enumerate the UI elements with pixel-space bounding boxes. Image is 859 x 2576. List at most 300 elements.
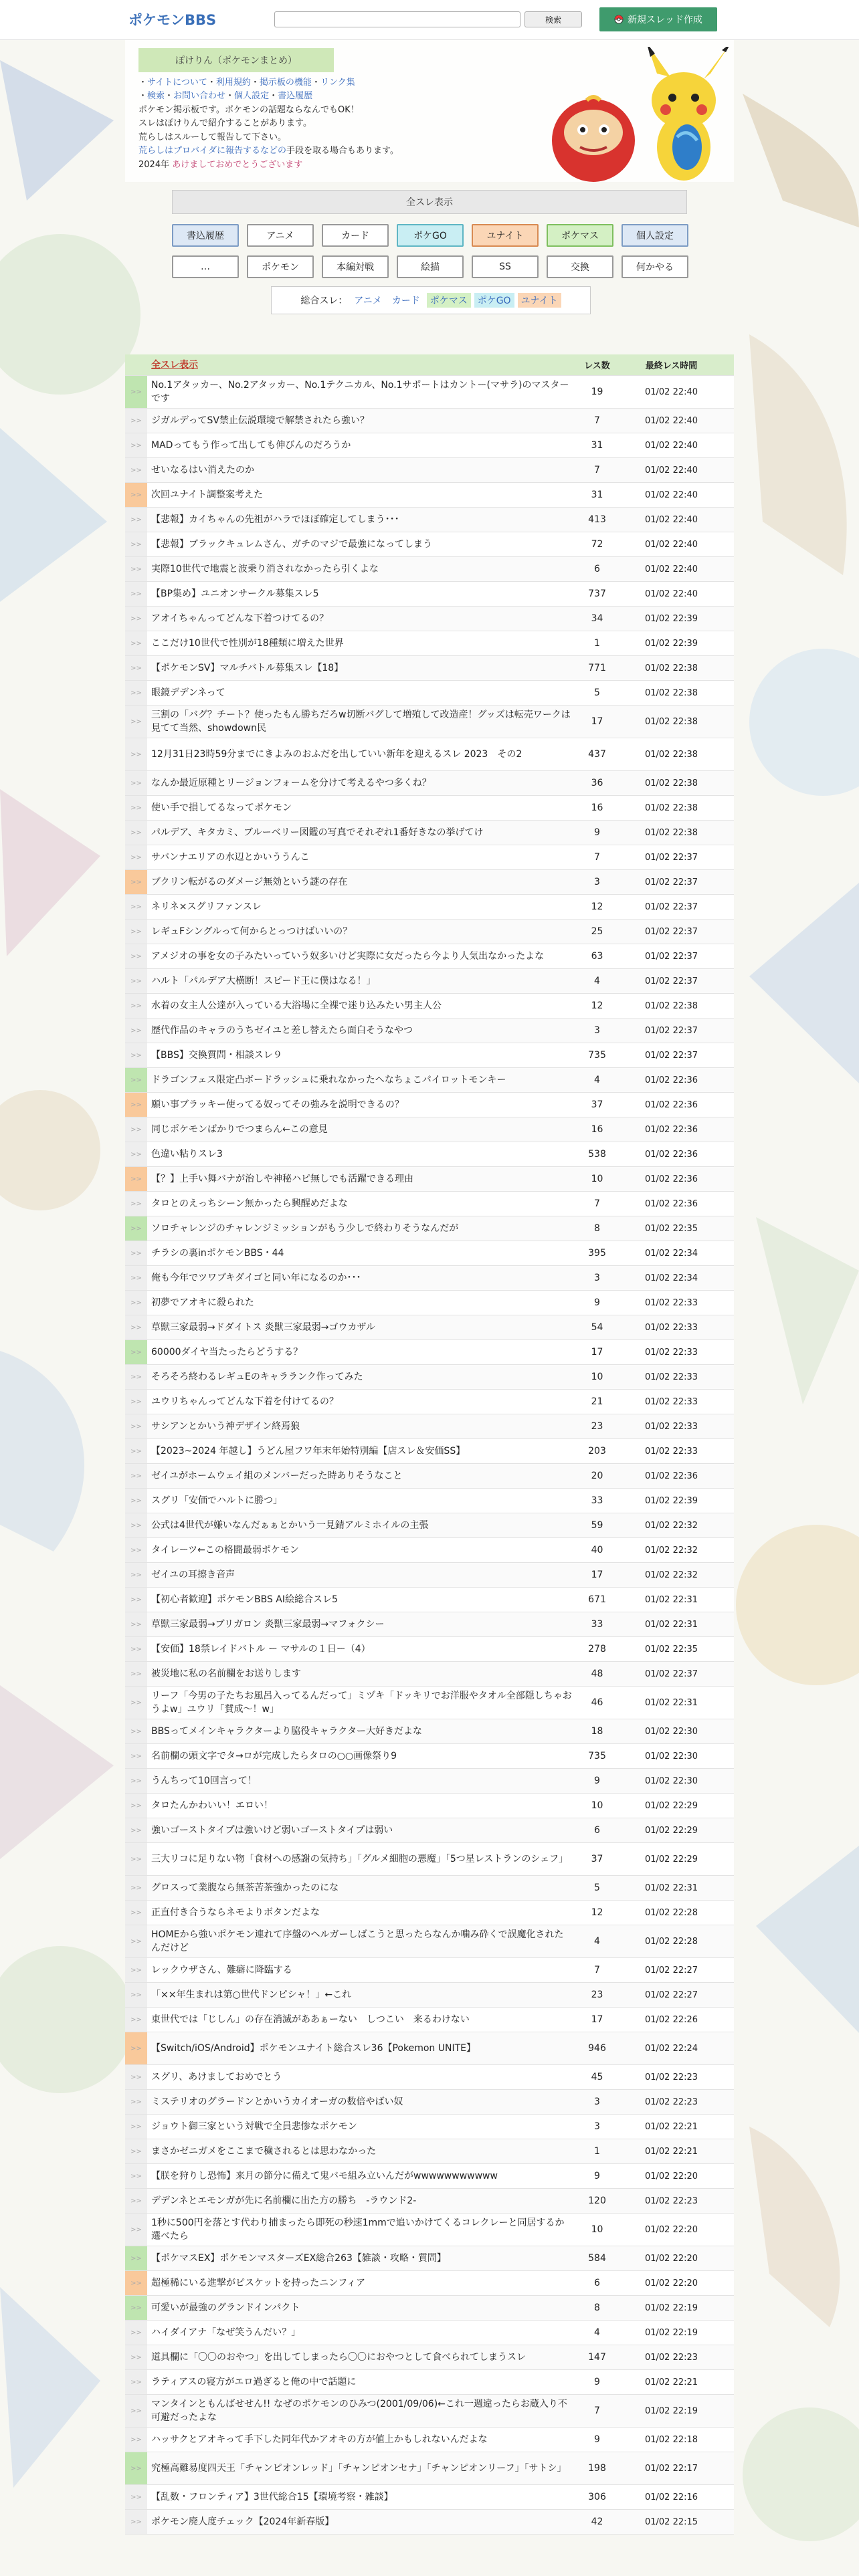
res-count: 3 xyxy=(594,2097,600,2107)
table-row[interactable] xyxy=(125,1662,734,1687)
table-row[interactable] xyxy=(125,2008,734,2032)
last-res-time: 01/02 22:37 xyxy=(644,976,698,986)
table-row[interactable] xyxy=(125,1365,734,1390)
res-count: 6 xyxy=(594,564,600,574)
link-history[interactable]: 書込履歴 xyxy=(278,91,313,101)
intro-text-4-rest: 手段を取る場合もあります。 xyxy=(286,146,399,156)
row-marker-icon: >> xyxy=(125,1390,147,1414)
thread-title[interactable]: 【悲報】ブラックキュレムさん、ガチのマジで最強になってしまう xyxy=(151,539,432,550)
last-res-time: 01/02 22:23 xyxy=(644,2097,698,2107)
cat-btn-10[interactable]: 絵描 xyxy=(397,255,464,278)
table-row[interactable] xyxy=(125,1513,734,1538)
last-res-time: 01/02 22:37 xyxy=(644,877,698,887)
last-res-time: 01/02 22:29 xyxy=(644,1854,698,1864)
cat-btn-8[interactable]: ポケモン xyxy=(247,255,314,278)
row-marker-icon: >> xyxy=(125,1464,147,1488)
row-marker-icon: >> xyxy=(125,2246,147,2270)
row-marker-icon: >> xyxy=(125,1192,147,1216)
row-marker-icon: >> xyxy=(125,1241,147,1265)
thread-title[interactable]: ユウリちゃんってどんな下着を付けてるの？ xyxy=(151,1396,339,1407)
table-row[interactable] xyxy=(125,1719,734,1744)
table-row[interactable] xyxy=(125,2090,734,2115)
last-res-time: 01/02 22:31 xyxy=(644,1883,698,1893)
thread-title[interactable]: なんか最近原種とリージョンフォームを分けて考えるやつ多くね？ xyxy=(151,778,432,788)
res-count: 46 xyxy=(591,1697,603,1708)
last-res-time: 01/02 22:33 xyxy=(644,1322,698,1333)
thread-title[interactable]: チラシの裏inポケモンBBS・44 xyxy=(151,1248,284,1259)
thread-title[interactable]: 色違い粘りスレ3 xyxy=(151,1149,223,1160)
cat-btn-6[interactable]: 個人設定 xyxy=(622,224,688,247)
last-res-time: 01/02 22:32 xyxy=(644,1545,698,1555)
thread-title[interactable]: せいなるはい消えたのか xyxy=(151,465,254,475)
res-count: 1 xyxy=(594,638,600,649)
res-count: 9 xyxy=(594,1776,600,1786)
table-row[interactable] xyxy=(125,2296,734,2321)
sogo-tag-1[interactable]: カード xyxy=(389,293,423,308)
thread-title[interactable]: 究極高難易度四天王「チャンピオンレッド」「チャンピオンセナ」「チャンピオンリーフ」「サトシ」 xyxy=(151,2463,567,2474)
cat-btn-2[interactable]: カード xyxy=(322,224,389,247)
last-res-time: 01/02 22:28 xyxy=(644,1907,698,1918)
thread-title[interactable]: 「××年生まれは第○世代ドンピシャ！」←これ xyxy=(151,1990,352,2000)
sogo-tag-3[interactable]: ポケGO xyxy=(474,293,514,308)
res-count: 17 xyxy=(591,716,603,727)
thread-title[interactable]: 【？】上手い舞バナが治しや神秘ハピ無しでも活躍できる理由 xyxy=(151,1174,413,1184)
table-row[interactable] xyxy=(125,483,734,508)
thread-title[interactable]: リーフ「今男の子たちお風呂入ってるんだって」ミヅキ「ドッキリでお洋服やタオル全部隠しちゃおうよw」ユウリ「賛成〜！w」 xyxy=(151,1691,572,1715)
thread-title[interactable]: 草獣三家最弱→ドダイトス 炎獣三家最弱→ゴウカザル xyxy=(151,1322,375,1333)
thread-title[interactable]: そろそろ終わるレギュEのキャラランク作ってみた xyxy=(151,1372,363,1382)
last-res-time: 01/02 22:30 xyxy=(644,1751,698,1761)
table-row[interactable] xyxy=(125,1216,734,1241)
cat-btn-13[interactable]: 何かやる xyxy=(622,255,688,278)
thread-title[interactable]: 【BBS】交換質問・相談スレ９ xyxy=(151,1050,282,1061)
general-threads-bar xyxy=(271,286,591,314)
res-count: 198 xyxy=(588,2463,606,2474)
row-marker-icon: >> xyxy=(125,2428,147,2452)
intro-title[interactable]: ぽけりん（ポケモンまとめ） xyxy=(138,48,334,72)
table-row[interactable] xyxy=(125,1538,734,1563)
thread-title[interactable]: 60000ダイヤ当たったらどうする？ xyxy=(151,1347,303,1358)
thread-title[interactable]: 【ポケマスEX】ポケモンマスターズEX総合263【雑談・攻略・質問】 xyxy=(151,2253,446,2264)
thread-title[interactable]: ラティアスの寝方がエロ過ぎると俺の中で話題に xyxy=(151,2377,357,2387)
site-header xyxy=(0,0,859,40)
thread-title[interactable]: 草獣三家最弱→ブリガロン 炎獣三家最弱→マフォクシー xyxy=(151,1619,385,1630)
table-row[interactable] xyxy=(125,2428,734,2452)
table-row[interactable] xyxy=(125,681,734,706)
thread-title[interactable]: HOMEから強いポケモン連れて序盤のヘルガーしばこうと思ったらなんか噛み砕くで誤魔化されたんだけど xyxy=(151,1929,564,1953)
res-count: 413 xyxy=(588,514,606,525)
cat-btn-9[interactable]: 本編対戦 xyxy=(322,255,389,278)
sogo-tag-4[interactable]: ユナイト xyxy=(518,293,561,308)
last-res-time: 01/02 22:27 xyxy=(644,1990,698,2000)
thread-title[interactable]: 12月31日23時59分までにきよみのおふだを出していい新年を迎えるスレ 2023 その2 xyxy=(151,749,522,760)
table-row[interactable] xyxy=(125,1142,734,1167)
thread-title[interactable]: 俺も今年でツワブキダイゴと同い年になるのか･･･ xyxy=(151,1273,361,1283)
thread-title[interactable]: 【Switch/iOS/Android】ポケモンユナイト総合スレ36【Pokemon UNITE】 xyxy=(151,2043,476,2054)
table-row[interactable] xyxy=(125,582,734,607)
table-row[interactable] xyxy=(125,376,734,409)
last-res-time: 01/02 22:28 xyxy=(644,1936,698,1947)
table-row[interactable] xyxy=(125,706,734,738)
last-res-time: 01/02 22:33 xyxy=(644,1372,698,1382)
table-row[interactable] xyxy=(125,508,734,532)
table-row[interactable] xyxy=(125,1983,734,2008)
last-res-time: 01/02 22:40 xyxy=(644,588,698,599)
thread-title[interactable]: 可愛いが最強のグランドインパクト xyxy=(151,2302,300,2313)
row-marker-icon: >> xyxy=(125,1983,147,2007)
res-count: 4 xyxy=(594,1936,600,1947)
res-count: 4 xyxy=(594,1075,600,1085)
table-row[interactable] xyxy=(125,2189,734,2214)
table-row[interactable] xyxy=(125,458,734,483)
thread-title[interactable]: 名前欄の頭文字でタ→ロが完成したらタロの○○画像祭り9 xyxy=(151,1751,397,1761)
res-count: 17 xyxy=(591,1347,603,1358)
thread-title[interactable]: 強いゴーストタイプは強いけど弱いゴーストタイプは弱い xyxy=(151,1825,393,1836)
table-row[interactable] xyxy=(125,2370,734,2395)
table-row[interactable] xyxy=(125,1414,734,1439)
site-logo[interactable]: ポケモンBBS xyxy=(128,12,217,28)
table-row[interactable] xyxy=(125,738,734,771)
table-row[interactable] xyxy=(125,1563,734,1588)
table-row[interactable] xyxy=(125,1958,734,1983)
table-row[interactable] xyxy=(125,870,734,895)
thread-title[interactable]: BBSってメインキャラクターより脇役キャラクター大好きだよな xyxy=(151,1726,423,1737)
thread-title[interactable]: 初夢でアオキに殺られた xyxy=(151,1297,254,1308)
thread-title[interactable]: MADってもう作って出しても伸びんのだろうか xyxy=(151,440,351,451)
last-res-time: 01/02 22:21 xyxy=(644,2146,698,2157)
res-count: 16 xyxy=(591,802,603,813)
row-marker-icon: >> xyxy=(125,433,147,457)
thread-title[interactable]: まさかゼニガメをここまで穢されるとは思わなかった xyxy=(151,2146,376,2157)
row-marker-icon: >> xyxy=(125,2164,147,2188)
link-settings[interactable]: 個人設定 xyxy=(234,91,270,101)
res-count: 7 xyxy=(594,465,600,475)
last-res-time: 01/02 22:29 xyxy=(644,1800,698,1811)
res-count: 5 xyxy=(594,687,600,698)
search-button[interactable]: 検索 xyxy=(524,11,582,27)
table-row[interactable] xyxy=(125,2485,734,2510)
last-res-time: 01/02 22:18 xyxy=(644,2434,698,2445)
intro-links-row-2: ・検索・お問い合わせ・個人設定・書込履歴 xyxy=(138,91,313,101)
table-row[interactable] xyxy=(125,796,734,821)
table-row[interactable] xyxy=(125,895,734,920)
row-marker-icon: >> xyxy=(125,582,147,606)
table-row[interactable] xyxy=(125,1192,734,1216)
thread-title[interactable]: ドラゴンフェス限定凸ボードラッシュに乗れなかったへなちょこパイロットモンキー xyxy=(151,1075,506,1085)
table-row[interactable] xyxy=(125,1117,734,1142)
last-res-time: 01/02 22:40 xyxy=(644,539,698,550)
thread-title[interactable]: 【ポケモンSV】マルチバトル募集スレ【18】 xyxy=(151,663,344,673)
thread-title[interactable]: ジョウト御三家という対戦で全員悲惨なポケモン xyxy=(151,2121,357,2132)
link-about[interactable]: サイトについて xyxy=(147,78,207,88)
last-res-time: 01/02 22:36 xyxy=(644,1174,698,1184)
thread-title[interactable]: ハルト「パルデア大横断！スピード王に僕はなる！」 xyxy=(151,976,376,986)
table-row[interactable] xyxy=(125,2395,734,2428)
table-row[interactable] xyxy=(125,944,734,969)
thread-title[interactable]: 三割の「バグ？チート？使ったもん勝ちだろw切断バグして増殖して改造産！グッズは転売ワークは見てて当然、showdown民 xyxy=(151,710,571,734)
last-res-time: 01/02 22:17 xyxy=(644,2463,698,2474)
table-row[interactable] xyxy=(125,631,734,656)
table-row[interactable] xyxy=(125,607,734,631)
row-marker-icon: >> xyxy=(125,458,147,482)
header-title[interactable]: 全スレ表示 xyxy=(151,359,198,370)
thread-title[interactable]: サバンナエリアの水辺とかいううんこ xyxy=(151,852,310,863)
table-row[interactable] xyxy=(125,2139,734,2164)
thread-title[interactable]: ゼイユがホームウェイ組のメンバーだった時ありそうなこと xyxy=(151,1471,403,1481)
table-row[interactable] xyxy=(125,2164,734,2189)
category-nav xyxy=(125,182,734,341)
table-row[interactable] xyxy=(125,1093,734,1117)
cat-btn-0[interactable]: 書込履歴 xyxy=(172,224,239,247)
thread-title[interactable]: 【安価】18禁レイドバトル ー マサルの１日ー（4） xyxy=(151,1644,371,1654)
thread-title[interactable]: アメジオの事を女の子みたいっていう奴多いけど実際に女だったら今より人気出なかったよな xyxy=(151,951,545,962)
thread-title[interactable]: No.1アタッカー、No.2アタッカー、No.1テクニカル、No.1サポートはカントー(マサラ)のマスターです xyxy=(151,380,569,404)
thread-title[interactable]: ソロチャレンジのチャレンジミッションがもう少しで終わりそうなんだが xyxy=(151,1223,459,1234)
last-res-time: 01/02 22:40 xyxy=(644,490,698,500)
thread-title[interactable]: 1秒に500円を落とす代わり捕まったら即死の秒速1mmで追いかけてくるコレクレーと同居するか選べたら xyxy=(151,2218,565,2242)
thread-title[interactable]: スグリ、あけましておめでとう xyxy=(151,2072,282,2082)
table-row[interactable] xyxy=(125,409,734,433)
table-row[interactable] xyxy=(125,2032,734,2065)
intro-links-row-1: ・サイトについて・利用規約・掲示板の機能・リンク集 xyxy=(138,78,355,88)
table-row[interactable] xyxy=(125,2345,734,2370)
thread-title[interactable]: サシアンとかいう神デザイン終焉狼 xyxy=(151,1421,300,1432)
row-marker-icon: >> xyxy=(125,1167,147,1191)
table-row[interactable] xyxy=(125,771,734,796)
last-res-time: 01/02 22:33 xyxy=(644,1421,698,1432)
thread-title[interactable]: パルデア、キタカミ、ブルーベリー図鑑の写真でそれぞれ1番好きなの挙げてけ xyxy=(151,827,484,838)
thread-title[interactable]: スグリ「安価でハルトに勝つ」 xyxy=(151,1495,282,1506)
table-row[interactable] xyxy=(125,1687,734,1719)
table-row[interactable] xyxy=(125,1744,734,1769)
thread-title[interactable]: 【2023~2024 年越し】うどん屋フワ年末年始特別編【店スレ＆安価SS】 xyxy=(151,1446,466,1457)
table-row[interactable] xyxy=(125,845,734,870)
res-count: 737 xyxy=(588,588,606,599)
row-marker-icon: >> xyxy=(125,1925,147,1957)
table-row[interactable] xyxy=(125,821,734,845)
row-marker-icon: >> xyxy=(125,1612,147,1636)
table-row[interactable] xyxy=(125,1876,734,1901)
table-row[interactable] xyxy=(125,969,734,994)
search-input[interactable] xyxy=(274,11,520,27)
table-row[interactable] xyxy=(125,1769,734,1794)
thread-title[interactable]: 同じポケモンばかりでつまらん←この意見 xyxy=(151,1124,328,1135)
res-count: 278 xyxy=(588,1644,606,1654)
last-res-time: 01/02 22:33 xyxy=(644,1347,698,1358)
table-row[interactable] xyxy=(125,1043,734,1068)
table-row[interactable] xyxy=(125,2510,734,2535)
last-res-time: 01/02 22:30 xyxy=(644,1726,698,1737)
link-terms[interactable]: 利用規約 xyxy=(215,78,251,88)
res-count: 771 xyxy=(588,663,606,673)
thread-title[interactable]: 【悲報】カイちゃんの先祖がハラでほぼ確定してしまう･･･ xyxy=(151,514,399,525)
thread-title[interactable]: マンタインともんばせせん!! なぜのポケモンのひみつ(2001/09/06)←これ一週違ったらお蔵入り不可避だったよな xyxy=(151,2399,567,2423)
thread-title[interactable]: ここだけ10世代で性別が18種類に増えた世界 xyxy=(151,638,344,649)
res-count: 7 xyxy=(594,415,600,426)
table-row[interactable] xyxy=(125,557,734,582)
row-marker-icon: >> xyxy=(125,409,147,433)
thread-title[interactable]: 歴代作品のキャラのうちゼイユと差し替えたら面白そうなやつ xyxy=(151,1025,413,1036)
last-res-time: 01/02 22:38 xyxy=(644,716,698,727)
cat-btn-7[interactable]: … xyxy=(172,255,239,278)
table-row[interactable] xyxy=(125,1901,734,1925)
table-row[interactable] xyxy=(125,1390,734,1414)
thread-title[interactable]: 被災地に私の名前欄をお送りします xyxy=(151,1669,301,1679)
table-row[interactable] xyxy=(125,1266,734,1291)
thread-title[interactable]: ジガルデってSV禁止伝説環境で解禁されたら強い？ xyxy=(151,415,369,426)
thread-title[interactable]: レックウザさん、難癖に降臨する xyxy=(151,1965,292,1975)
row-marker-icon: >> xyxy=(125,920,147,944)
sogo-tag-2[interactable]: ポケマス xyxy=(427,293,471,308)
thread-title[interactable]: 公式は4世代が嫌いなんだぁぁとかいう一見錆アルミホイルの主張 xyxy=(151,1520,429,1531)
table-row[interactable] xyxy=(125,2271,734,2296)
table-row[interactable] xyxy=(125,656,734,681)
table-row[interactable] xyxy=(125,1340,734,1365)
new-thread-button[interactable] xyxy=(599,7,717,31)
last-res-time: 01/02 22:37 xyxy=(644,926,698,937)
link-bbs-features[interactable]: 掲示板の機能 xyxy=(259,78,312,88)
thread-title[interactable]: 水着の女主人公達が入っている大浴場に全裸で迷り込みたい男主人公 xyxy=(151,1000,442,1011)
last-res-time: 01/02 22:20 xyxy=(644,2253,698,2264)
table-row[interactable] xyxy=(125,994,734,1018)
last-res-time: 01/02 22:31 xyxy=(644,1619,698,1630)
res-count: 59 xyxy=(591,1520,603,1531)
provider-report-link[interactable]: 荒らしはプロバイダに報告するなどの xyxy=(138,146,287,156)
row-marker-icon: >> xyxy=(125,2008,147,2032)
thread-title[interactable]: タロとのえっちシーン無かったら興醒めだよな xyxy=(151,1198,348,1209)
res-count: 42 xyxy=(591,2516,603,2527)
cat-btn-3[interactable]: ポケGO xyxy=(397,224,464,247)
header-date: 最終レス時間 xyxy=(645,361,698,371)
thread-title[interactable]: 実際10世代で地震と波乗り消されなかったら引くよな xyxy=(151,564,379,574)
thread-title[interactable]: デデンネとエモンガが先に名前欄に出た方の勝ち -ラウンド2- xyxy=(151,2195,417,2206)
table-row[interactable] xyxy=(125,1291,734,1315)
table-row[interactable] xyxy=(125,1818,734,1843)
table-row[interactable] xyxy=(125,1489,734,1513)
table-row[interactable] xyxy=(125,1588,734,1612)
table-row[interactable] xyxy=(125,532,734,557)
all-threads-tab[interactable]: 全スレ表示 xyxy=(172,190,687,214)
last-res-time: 01/02 22:24 xyxy=(644,2043,698,2054)
row-marker-icon: >> xyxy=(125,532,147,556)
thread-title[interactable]: 次回ユナイト調整案考えた xyxy=(151,490,264,500)
thread-title[interactable]: ゼイユの耳擦き音声 xyxy=(151,1570,235,1580)
res-count: 36 xyxy=(591,778,603,788)
thread-title[interactable]: 使い手で損してるなってポケモン xyxy=(151,802,292,813)
row-marker-icon: >> xyxy=(125,2452,147,2484)
thread-title[interactable]: 【乱数・フロンティア】3世代総合15【環境考察・雑談】 xyxy=(151,2492,393,2502)
row-marker-icon: >> xyxy=(125,2485,147,2509)
res-count: 63 xyxy=(591,951,603,962)
thread-title[interactable]: 願い事ブラッキー使ってる奴ってその強みを説明できるの？ xyxy=(151,1099,404,1110)
thread-title[interactable]: ネリネ×スグリファンスレ xyxy=(151,901,262,912)
thread-title[interactable]: 【BP集め】ユニオンサークル募集スレ5 xyxy=(151,588,319,599)
table-row[interactable] xyxy=(125,1018,734,1043)
last-res-time: 01/02 22:39 xyxy=(644,638,698,649)
thread-title[interactable]: ハイダイアナ「なぜ笑うんだい？」 xyxy=(151,2327,301,2338)
table-row[interactable] xyxy=(125,1925,734,1958)
table-row[interactable] xyxy=(125,1612,734,1637)
thread-title[interactable]: ポケモン廃人度チェック【2024年新春版】 xyxy=(151,2516,335,2527)
link-contact[interactable]: お問い合わせ xyxy=(173,91,226,101)
res-count: 12 xyxy=(591,1907,603,1918)
thread-title[interactable]: タロたんかわいい！エロい！ xyxy=(151,1800,273,1811)
table-row[interactable] xyxy=(125,1794,734,1818)
thread-title[interactable]: アオイちゃんってどんな下着つけてるの？ xyxy=(151,613,329,624)
link-links[interactable]: リンク集 xyxy=(320,78,355,88)
table-row[interactable] xyxy=(125,2321,734,2345)
thread-title[interactable]: 【初心者歓迎】ポケモンBBS AI絵総合スレ5 xyxy=(151,1594,338,1605)
sogo-tag-0[interactable]: アニメ xyxy=(351,293,385,308)
table-row[interactable] xyxy=(125,920,734,944)
thread-title[interactable]: ブクリン転がるのダメージ無効という謎の存在 xyxy=(151,877,348,887)
row-marker-icon: >> xyxy=(125,1538,147,1562)
table-row[interactable] xyxy=(125,1068,734,1093)
last-res-time: 01/02 22:40 xyxy=(644,440,698,451)
thread-title[interactable]: 超極稀にいる進撃がピスケットを持ったニンフィア xyxy=(151,2278,366,2288)
thread-title[interactable]: 【朕を狩りし恐怖】来月の節分に備えて鬼バモ組み立いんだがwwwwwwwwwww xyxy=(151,2171,498,2181)
thread-title[interactable]: 三大リコに足りない物「食材への感謝の気持ち」「グルメ細胞の悪魔」「5つ星レストランのシェフ」 xyxy=(151,1854,569,1864)
row-marker-icon: >> xyxy=(125,1018,147,1043)
table-row[interactable] xyxy=(125,1315,734,1340)
thread-title[interactable]: うんちって10回言って！ xyxy=(151,1776,257,1786)
table-row[interactable] xyxy=(125,1241,734,1266)
table-row[interactable] xyxy=(125,2115,734,2139)
table-row[interactable] xyxy=(125,1464,734,1489)
table-row[interactable] xyxy=(125,433,734,458)
thread-title[interactable]: レギュFシングルって何からとっつけばいいの？ xyxy=(151,926,353,937)
row-marker-icon: >> xyxy=(125,1958,147,1982)
row-marker-icon: >> xyxy=(125,1093,147,1117)
row-marker-icon: >> xyxy=(125,1117,147,1142)
row-marker-icon: >> xyxy=(125,1794,147,1818)
row-marker-icon: >> xyxy=(125,2115,147,2139)
table-row[interactable] xyxy=(125,2452,734,2485)
last-res-time: 01/02 22:36 xyxy=(644,1075,698,1085)
res-count: 3 xyxy=(594,2121,600,2132)
thread-title[interactable]: 東世代では「じしん」の存在消滅がああぁーない しつこい 来るわけない xyxy=(151,2014,470,2025)
row-marker-icon: >> xyxy=(125,631,147,655)
table-row[interactable] xyxy=(125,1843,734,1876)
main-content xyxy=(125,40,734,2527)
table-row[interactable] xyxy=(125,1167,734,1192)
table-row[interactable] xyxy=(125,1439,734,1464)
row-marker-icon: >> xyxy=(125,969,147,993)
res-count: 23 xyxy=(591,1421,603,1432)
thread-title[interactable]: タイレーツ←この格闘最弱ポケモン xyxy=(151,1545,299,1555)
last-res-time: 01/02 22:15 xyxy=(644,2516,698,2527)
cat-btn-1[interactable]: アニメ xyxy=(247,224,314,247)
thread-title[interactable]: ミステリオのグラードンとかいうカイオーガの数倍やばい奴 xyxy=(151,2097,403,2107)
link-search[interactable]: 検索 xyxy=(147,91,165,101)
thread-title[interactable]: 眼鏡デデンネって xyxy=(151,687,225,698)
thread-title[interactable]: ハッサクとアオキって手下した同年代かアオキの方が値上かもしれないんだよな xyxy=(151,2434,488,2445)
thread-title[interactable]: 正直付き合うならネモよりボタンだよな xyxy=(151,1907,320,1918)
cat-btn-4[interactable]: ユナイト xyxy=(472,224,539,247)
table-row[interactable] xyxy=(125,1637,734,1662)
table-row[interactable] xyxy=(125,2246,734,2271)
cat-btn-11[interactable]: SS xyxy=(472,255,539,278)
cat-btn-12[interactable]: 交換 xyxy=(547,255,613,278)
thread-title[interactable]: 道具欄に「〇〇のおやつ」を出してしまったら〇〇におやつとして食べられてしまうスレ xyxy=(151,2352,526,2363)
last-res-time: 01/02 22:32 xyxy=(644,1520,698,1531)
last-res-time: 01/02 22:38 xyxy=(644,663,698,673)
table-row[interactable] xyxy=(125,2214,734,2246)
thread-title[interactable]: グロスって業腹なら無茶苦茶強かったのにな xyxy=(151,1883,339,1893)
table-row[interactable] xyxy=(125,2065,734,2090)
cat-btn-5[interactable]: ポケマス xyxy=(547,224,613,247)
last-res-time: 01/02 22:23 xyxy=(644,2072,698,2082)
